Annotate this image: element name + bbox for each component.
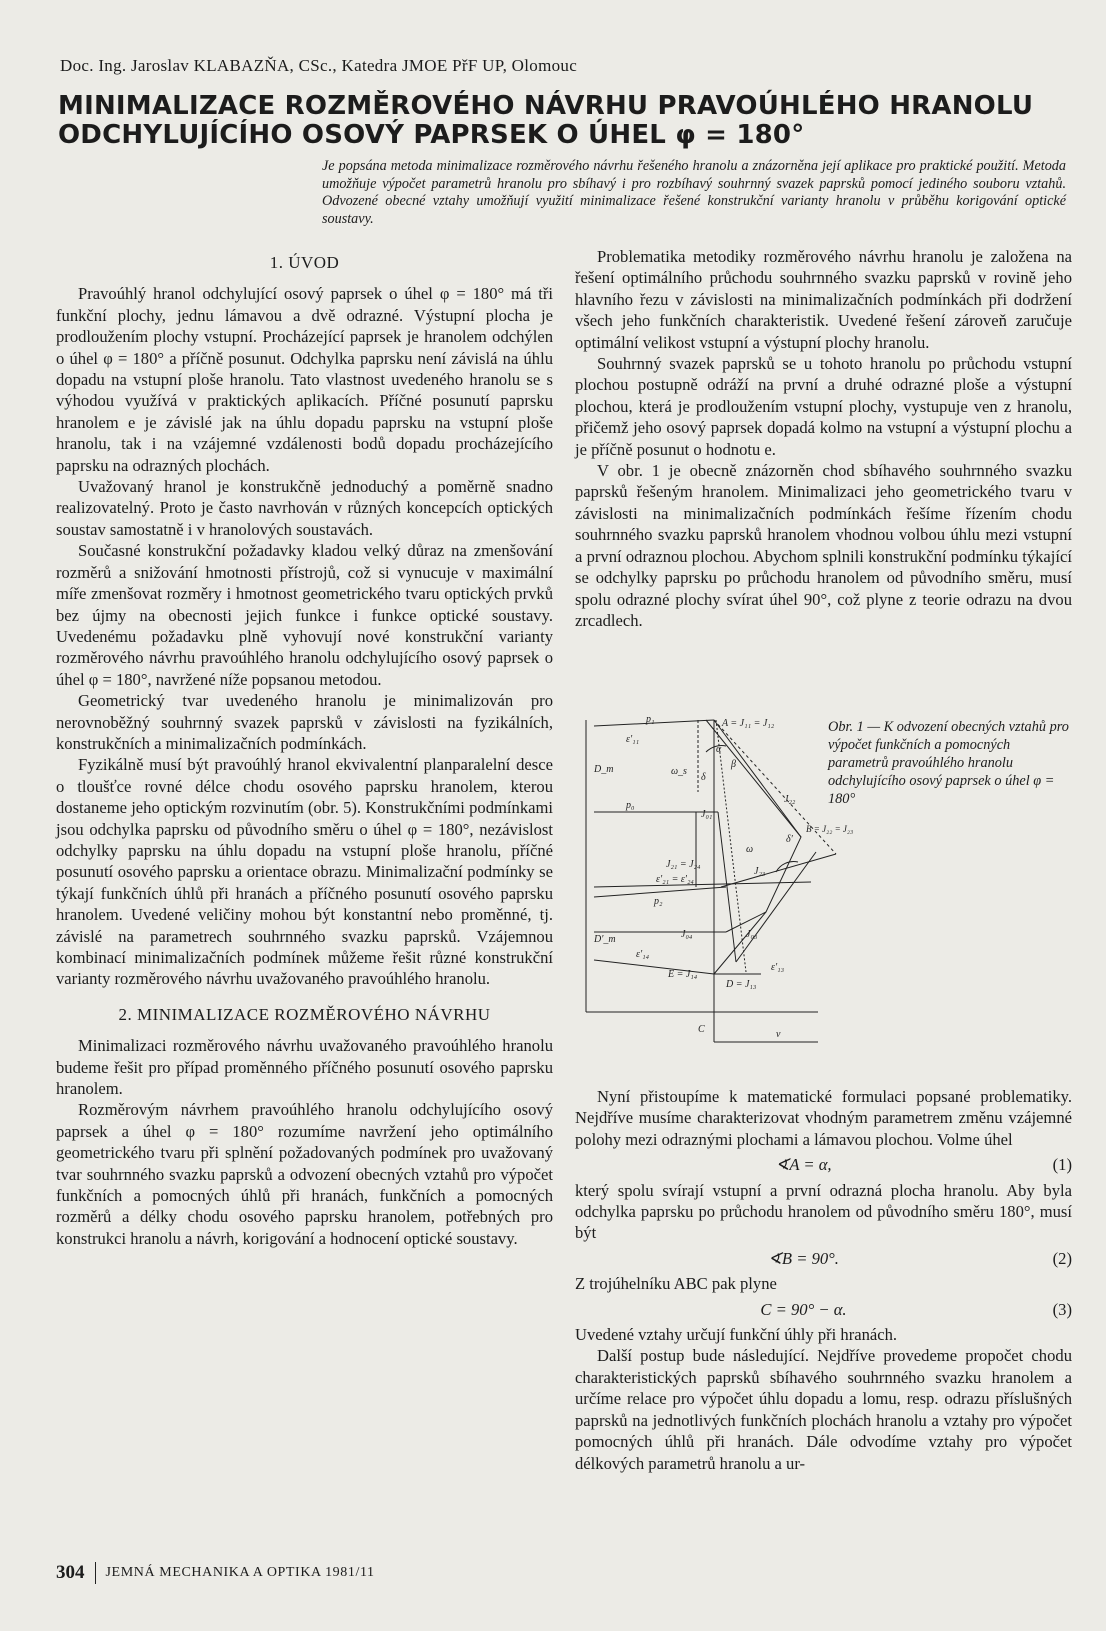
label-e13: ε′₁₃ <box>771 962 785 973</box>
label-alpha: α <box>716 744 722 755</box>
label-C: C <box>698 1024 705 1035</box>
label-Dm-prime: D′_m <box>594 934 616 945</box>
paragraph: Uvedené vztahy určují funkční úhly při hranách. <box>575 1325 898 1345</box>
equation-number: (2) <box>1052 1248 1072 1268</box>
paragraph: Minimalizaci rozměrového návrhu uvažovaného pravoúhlého hranolu budeme řešit pro případ proměnného příčného posunutí osového paprsku hranolem. <box>56 1036 553 1099</box>
label-e11: ε′₁₁ <box>626 734 640 745</box>
label-ws: ω_s <box>671 766 687 777</box>
author-line: Doc. Ing. Jaroslav KLABAZŇA, CSc., Katedra JMOE PřF UP, Olomouc <box>60 56 578 75</box>
label-delta: δ <box>701 772 706 783</box>
label-e21: ε′₂₁ = ε′₂₄ <box>656 874 694 885</box>
label-J04: J₀₄ <box>681 929 693 940</box>
figure-caption: Obr. 1 — K odvození obecných vztahů pro výpočet funkčních a pomocných parametrů pravoúhlého hranolu odchylujícího osový paprsek o úhel φ = 180° <box>828 719 1069 807</box>
label-J03: J₀₃ <box>746 929 758 940</box>
label-J21: J₂₁ = J₂₄ <box>666 859 701 870</box>
journal-name: JEMNÁ MECHANIKA A OPTIKA 1981/11 <box>105 1565 375 1580</box>
label-D: D = J₁₃ <box>726 979 757 990</box>
label-e14: ε′₁₄ <box>636 949 650 960</box>
paragraph: Uvažovaný hranol je konstrukčně jednoduchý a poměrně snadno realizovatelný. Proto je často navrhován v různých koncepcích optických soustav samostatně i v hranolových soustavách. <box>56 477 553 539</box>
equation-expression: ∢B = 90°. <box>768 1248 839 1268</box>
equation-expression: C = 90° − α. <box>760 1299 847 1319</box>
title-line-1: MINIMALIZACE ROZMĚROVÉHO NÁVRHU PRAVOÚHLÉHO HRANOLU <box>58 91 1034 121</box>
equation-number: (1) <box>1052 1155 1072 1175</box>
section-heading-minimalization: 2. MINIMALIZACE ROZMĚROVÉHO NÁVRHU <box>118 1004 491 1024</box>
paragraph: Pravoúhlý hranol odchylující osový paprsek o úhel φ = 180° má tři funkční plochy, jednu lámavou a dvě odrazné. Výstupní plocha je prodloužením plochy vstupní. Procházející paprsek je hranolem odchýlen o úhel φ = 180° a příčně posunut. Odchylka paprsku není závislá na úhlu dopadu na vstupní ploše hranolu. Tato vlastnost uvedeného hranolu se s výhodou využívá v praktických aplikacích. Příčné posunutí paprsku hranolem e je závislé jak na úhlu dopadu paprsku na vstupní ploše hranolu, tak i na vzájemné vzdálenosti bodů dopadu procházejícího paprsku na odrazných plochách. <box>56 284 553 475</box>
label-A: A = J₁₁ = J₁₂ <box>722 718 775 729</box>
label-B: B = J₂₂ = J₂₃ <box>806 824 854 834</box>
equation-number: (3) <box>1052 1299 1072 1319</box>
paragraph: který spolu svírají vstupní a první odrazná plocha hranolu. Aby byla odchylka paprsku po průchodu hranolem od původního směru 180°, musí být <box>575 1180 1072 1243</box>
paragraph: Z trojúhelníku ABC pak plyne <box>575 1274 777 1294</box>
label-v: v <box>776 1029 781 1040</box>
paragraph: Rozměrovým návrhem pravoúhlého hranolu odchylujícího osový paprsek a úhel φ = 180° rozumíme navržení jeho optimálního geometrického tvaru při splnění požadovaných podmínek pro uvažovaný tvar souhrnného svazku paprsků a odvození obecných vztahů pro výpočet funkčních a pomocných úhlů při hranách, funkčních a pomocných rozměrů a délky chodu osového paprsku hranolem, potřebných pro konstrukci hranolu a návrh, korigování a hodnocení optické soustavy. <box>56 1100 553 1248</box>
paragraph: Souhrnný svazek paprsků se u tohoto hranolu po průchodu vstupní plochou postupně odráží na první a druhé odrazné ploše a výstupní plochou, která je prodloužením vstupní plochy, vystupuje ven z hranolu, přičemž jeho osový paprsek dopadá kolmo na vstupní a výstupní plochu a je příčně posunut o hodnotu e. <box>575 354 1072 459</box>
label-p1: p₁ <box>646 714 655 725</box>
title-line-2: ODCHYLUJÍCÍHO OSOVÝ PAPRSEK O ÚHEL φ = 180° <box>58 120 805 150</box>
equation-1 <box>575 1154 1072 1175</box>
label-Dm: D_m <box>594 764 614 775</box>
label-p2: p₂ <box>654 896 663 907</box>
section-heading-intro: 1. ÚVOD <box>269 253 340 272</box>
abstract: Je popsána metoda minimalizace rozměrového návrhu řešeného hranolu a znázorněna její aplikace pro praktické použití. Metoda umožňuje výpočet parametrů hranolu pro sbíhavý i pro rozbíhavý souhrnný svazek paprsků pomocí jediného souboru vztahů. Odvozené obecné vztahy umožňují využití minimalizace řešené konstrukční varianty hranolu v průběhu korigování optické soustavy. <box>322 158 1066 227</box>
label-delta2: δ′ <box>786 834 793 845</box>
right-column-top <box>575 246 1072 631</box>
paragraph: Problematika metodiky rozměrového návrhu hranolu je založena na řešení optimálního průchodu souhrnného svazku paprsků v rovině jeho hlavního řezu v závislosti na minimalizačních podmínkách při dodržení všech jeho funkčních charakteristik. Uvedené řešení zároveň zaručuje optimální velikost vstupní a výstupní plochy hranolu. <box>575 247 1072 352</box>
left-column <box>56 246 553 1249</box>
label-J22: J₂₂ <box>784 794 796 805</box>
label-beta: β <box>731 759 736 770</box>
right-column-bottom <box>575 1086 1072 1474</box>
paragraph: Další postup bude následující. Nejdříve provedeme propočet chodu charakteristických paprsků sbíhavého souhrnného svazku hranolem a určíme relace pro výpočet úhlu dopadu a lomu, resp. odrazu příslušných paprsků na jednotlivých funkčních plochách hranolu a vztahy pro výpočet pomocných úhlů při hranách. Dále odvodíme vztahy pro výpočet délkových parametrů hranolu a ur- <box>575 1346 1072 1473</box>
paragraph: Fyzikálně musí být pravoúhlý hranol ekvivalentní planparalelní desce o tloušťce rovné délce chodu osového paprsku hranolem, kterou dostaneme jeho optickým rozvinutím (obr. 5). Konstrukčními podmínkami jsou odchylka paprsku od původního směru o úhel φ = 180°, nezávislost odchylky paprsku na úhlu dopadu na vstupní ploše hranolu, příčné posunutí osového paprsku a orientace obrazu. Minimalizační podmínky se týkají funkčních úhlů při hranách a příčného posunutí osového paprsku hranolem. Uvedené veličiny mohou být konstantní nebo proměnné, tj. závislé na parametrech souhrnného svazku paprsků. Vzájemnou kombinací minimalizačních podmínek můžeme řešit různé konstrukční varianty rozměrového návrhu uvažovaného pravoúhlého hranolu. <box>56 755 553 989</box>
article-title <box>58 92 1058 150</box>
paragraph: Současné konstrukční požadavky kladou velký důraz na zmenšování rozměrů a snižování hmotnosti přístrojů, což si vynucuje v maximální míře zmenšovat rozměry i hmotnost geometrického tvaru optických prvků bez újmy na obecnosti jejich funkce i funkce optické soustavy. Uvedenému požadavku plně vyhovují nové konstrukční varianty rozměrového návrhu pravoúhlého hranolu odchylujícího osový paprsek o úhel φ = 180°, navržené níže popsanou metodou. <box>56 541 553 689</box>
page-number: 304 <box>56 1562 85 1583</box>
label-p0: p₀ <box>626 800 635 811</box>
equation-expression: ∢A = α, <box>775 1155 832 1175</box>
equation-3 <box>575 1299 1072 1320</box>
label-omega: ω <box>746 844 754 855</box>
equation-2 <box>575 1248 1072 1269</box>
figure-prism-diagram <box>586 712 854 1067</box>
paragraph: V obr. 1 je obecně znázorněn chod sbíhavého souhrnného svazku paprsků řešeným hranolem. Minimalizaci jeho geometrického tvaru v závislosti na minimalizačních podmínkách řešíme řízením chodu souhrnného svazku paprsků hranolem vhodnou volbou úhlu mezi vstupní a první odraznou plochou. Abychom splnili konstrukční podmínku týkající se odchylky paprsku po průchodu hranolem od původního směru, musí spolu odrazné plochy svírat úhel 90°, což plyne z teorie odrazu na dvou zrcadlech. <box>575 461 1072 630</box>
page-footer <box>56 1562 375 1584</box>
label-J23: J₂₃ <box>754 866 766 877</box>
paragraph: Nyní přistoupíme k matematické formulaci popsané problematiky. Nejdříve musíme charakterizovat vhodným parametrem změnu vzájemné polohy mezi odraznými plochami a lámavou plochou. Volme úhel <box>575 1087 1072 1149</box>
label-J01: J₀₁ <box>701 809 713 820</box>
footer-divider <box>95 1562 96 1584</box>
label-E: E = J₁₄ <box>668 969 698 980</box>
paragraph: Geometrický tvar uvedeného hranolu je minimalizován pro nerovnoběžný souhrnný svazek paprsků v závislosti na fyzikálních, konstrukčních a minimalizačních podmínkách. <box>56 691 553 753</box>
